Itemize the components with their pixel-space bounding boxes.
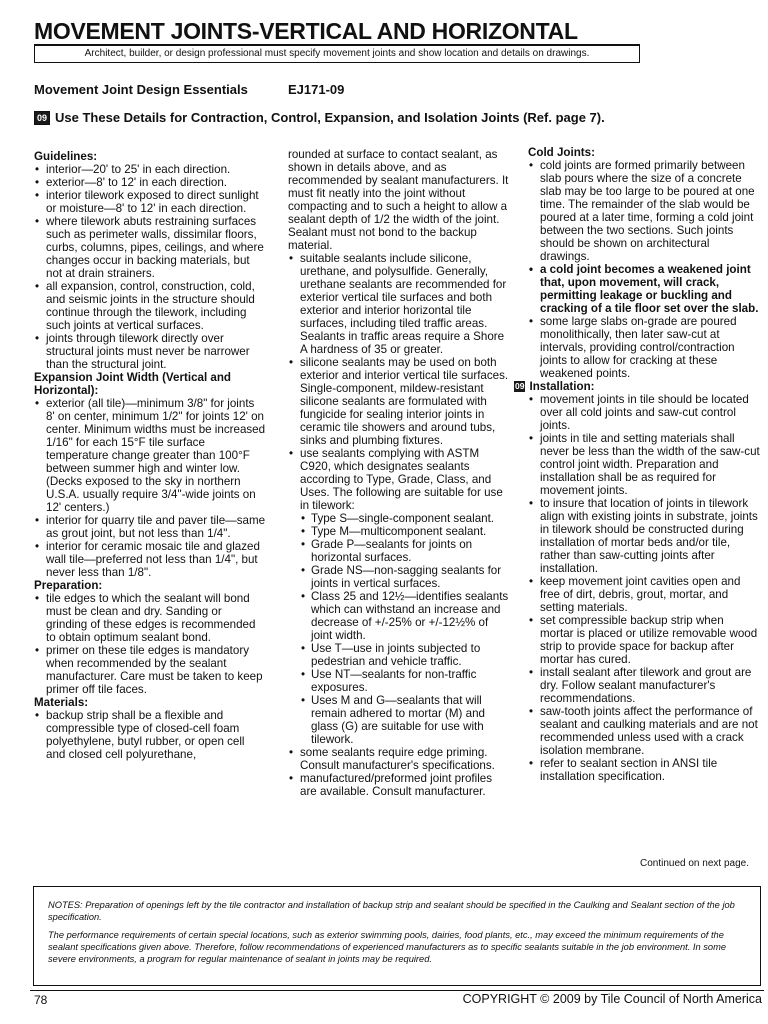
sealant-list	[288, 252, 510, 512]
list-item: • Uses M and G—sealants that will remain adhered to mortar (M) and glass (G) are suitable for use with tilework.	[300, 694, 510, 746]
list-item: • Class 25 and 12½—identifies sealants which can withstand an increase and decrease of +/-25% or +/-12½% of joint width.	[300, 590, 510, 642]
list-item: • refer to sealant section in ANSI tile installation specification.	[528, 757, 760, 783]
list-item: • silicone sealants may be used on both exterior and interior vertical tile surfaces. Single-component, mildew-resistant silicone sealants are formulated with fungicide for sealing interior joints in ceramic tile showers and around tubs, sinks and plumbing fixtures.	[288, 356, 510, 447]
section-heading-text: Use These Details for Contraction, Control, Expansion, and Isolation Joints (Ref. page 7).	[55, 110, 605, 125]
installation-heading	[515, 380, 760, 393]
list-item: • to insure that location of joints in tilework align with existing joints in substrate, joints in tilework should be constructed during installation of mortar beds and/or tile, rather than saw-cutting joints after installation.	[528, 497, 760, 575]
list-item: • keep movement joint cavities open and free of dirt, debris, grout, mortar, and setting materials.	[528, 575, 760, 614]
list-item: • exterior (all tile)—minimum 3/8" for joints 8' on center, minimum 1/2" for joints 12' on center. Minimum widths must be increased 1/16" for each 15°F tile surface temperature change greater than 100°F between summer high and winter low. (Decks exposed to the sky in northern U.S.A. usually require 3/4"-wide joints on 12' centers.)	[34, 397, 266, 514]
list-item: • interior—20' to 25' in each direction.	[34, 163, 266, 176]
list-item: • a cold joint becomes a weakened joint that, upon movement, will crack, permitting leakage or buckling and cracking of a tile floor set over the slab.	[528, 263, 760, 315]
sealant-list-end	[288, 746, 510, 798]
preparation-heading: Preparation:	[34, 579, 103, 592]
preparation-list	[34, 592, 266, 696]
guidelines-heading: Guidelines:	[34, 150, 98, 163]
installation-badge-icon: 09	[515, 381, 525, 391]
subtitle-note: Architect, builder, or design professional must specify movement joints and show location and details on drawings.	[34, 45, 640, 63]
list-item: • Grade NS—non-sagging sealants for joints in vertical surfaces.	[300, 564, 510, 590]
list-item: • backup strip shall be a flexible and compressible type of closed-cell foam polyethylene, butyl rubber, or open cell and closed cell polyurethane,	[34, 709, 266, 761]
cold-joints-heading: Cold Joints:	[528, 146, 595, 159]
astm-sublist	[288, 512, 510, 746]
installation-list	[528, 393, 760, 783]
list-item: • Grade P—sealants for joints on horizontal surfaces.	[300, 538, 510, 564]
list-item: • joints through tilework directly over structural joints must never be narrower than the structural joint.	[34, 332, 266, 371]
note-2: The performance requirements of certain special locations, such as exterior swimming pools, dairies, food plants, etc., may exceed the minimum requirements of the sealant specifications given above. Therefore, follow recommendations of experienced manufacturers as to specific sealants suitable in the job environment. In some severe environments, a program for regular maintenance of sealant in joints may be required.	[48, 930, 727, 964]
copyright: COPYRIGHT © 2009 by Tile Council of North America	[462, 992, 762, 1006]
list-item: • Type S—single-component sealant.	[300, 512, 510, 525]
footer-rule	[30, 990, 764, 991]
list-item: • joints in tile and setting materials shall never be less than the width of the saw-cut control joint width. Preparation and installation shall be as required for movement joints.	[528, 432, 760, 497]
list-item: • saw-tooth joints affect the performance of sealant and caulking materials and are not recommended unless used with a crack isolation membrane.	[528, 705, 760, 757]
note-1: NOTES: Preparation of openings left by the tile contractor and installation of backup strip and sealant should be specified in the Caulking and Sealant section of the job specification.	[48, 900, 735, 922]
materials-heading: Materials:	[34, 696, 89, 709]
page-title: MOVEMENT JOINTS-VERTICAL AND HORIZONTAL	[34, 18, 578, 44]
list-item: • interior for quarry tile and paver tile—same as grout joint, but not less than 1/4".	[34, 514, 266, 540]
list-item: • some large slabs on-grade are poured monolithically, then later saw-cut at intervals, providing control/contraction joints to allow for cracking at these weakened points.	[528, 315, 760, 380]
materials-continuation: rounded at surface to contact sealant, as shown in details above, and as recommended by sealant manufacturers. It must fit neatly into the joint without compacting and to such a height to allow a sealant depth of 1/2 the width of the joint. Sealant must not bond to the backup material.	[288, 148, 509, 252]
list-item: • tile edges to which the sealant will bond must be clean and dry. Sanding or grinding of these edges is recommended to obtain optimum sealant bond.	[34, 592, 266, 644]
list-item: • Use NT—sealants for non-traffic exposures.	[300, 668, 510, 694]
column-1	[34, 150, 266, 761]
section-heading	[34, 110, 605, 125]
column-3	[515, 146, 760, 783]
essentials-code: EJ171-09	[288, 82, 345, 97]
expansion-list	[34, 397, 266, 579]
list-item: • some sealants require edge priming. Consult manufacturer's specifications.	[288, 746, 510, 772]
list-item: • set compressible backup strip when mortar is placed or utilize removable wood strip to provide space for backup after mortar has cured.	[528, 614, 760, 666]
guidelines-list	[34, 163, 266, 371]
section-badge-icon: 09	[34, 111, 50, 125]
list-item: • where tilework abuts restraining surfaces such as perimeter walls, dissimilar floors, curbs, columns, pipes, ceilings, and where changes occur in backing materials, but not at drain strainers.	[34, 215, 266, 280]
essentials-label: Movement Joint Design Essentials	[34, 82, 248, 97]
list-item: • all expansion, control, construction, cold, and seismic joints in the structure should continue through the tilework, including such joints at vertical surfaces.	[34, 280, 266, 332]
expansion-heading: Expansion Joint Width (Vertical and Horizontal):	[34, 371, 232, 397]
list-item: • manufactured/preformed joint profiles are available. Consult manufacturer.	[288, 772, 510, 798]
materials-list	[34, 709, 266, 761]
list-item: • primer on these tile edges is mandatory when recommended by the sealant manufacturer. Care must be taken to keep primer off tile faces.	[34, 644, 266, 696]
list-item: • use sealants complying with ASTM C920, which designates sealants according to Type, Grade, Class, and Uses. The following are suitable for use in tilework:	[288, 447, 510, 512]
list-item: • Use T—use in joints subjected to pedestrian and vehicle traffic.	[300, 642, 510, 668]
notes-box	[33, 886, 761, 986]
list-item: • suitable sealants include silicone, urethane, and polysulfide. Generally, urethane sealants are recommended for exterior vertical tile surfaces and both exterior and interior horizontal tile surfaces, including tiled traffic areas. Sealants in traffic areas require a Shore A hardness of 35 or greater.	[288, 252, 510, 356]
list-item: • interior for ceramic mosaic tile and glazed wall tile—preferred not less than 1/4", but never less than 1/8".	[34, 540, 266, 579]
list-item: • exterior—8' to 12' in each direction.	[34, 176, 266, 189]
list-item: • Type M—multicomponent sealant.	[300, 525, 510, 538]
page-number: 78	[34, 993, 48, 1007]
cold-joints-list	[528, 159, 760, 380]
list-item: • install sealant after tilework and grout are dry. Follow sealant manufacturer's recommendations.	[528, 666, 760, 705]
list-item: • interior tilework exposed to direct sunlight or moisture—8' to 12' in each direction.	[34, 189, 266, 215]
list-item: • cold joints are formed primarily between slab pours where the size of a concrete slab may be too large to be poured at one time. The remainder of the slab would be poured at a later time, forming a cold joint between the two sections. Such joints should be shown on architectural drawings.	[528, 159, 760, 263]
installation-heading-text: Installation:	[529, 380, 595, 393]
list-item: • movement joints in tile should be located over all cold joints and saw-cut control joints.	[528, 393, 760, 432]
continued-note: Continued on next page.	[640, 858, 749, 869]
column-2	[288, 148, 510, 798]
